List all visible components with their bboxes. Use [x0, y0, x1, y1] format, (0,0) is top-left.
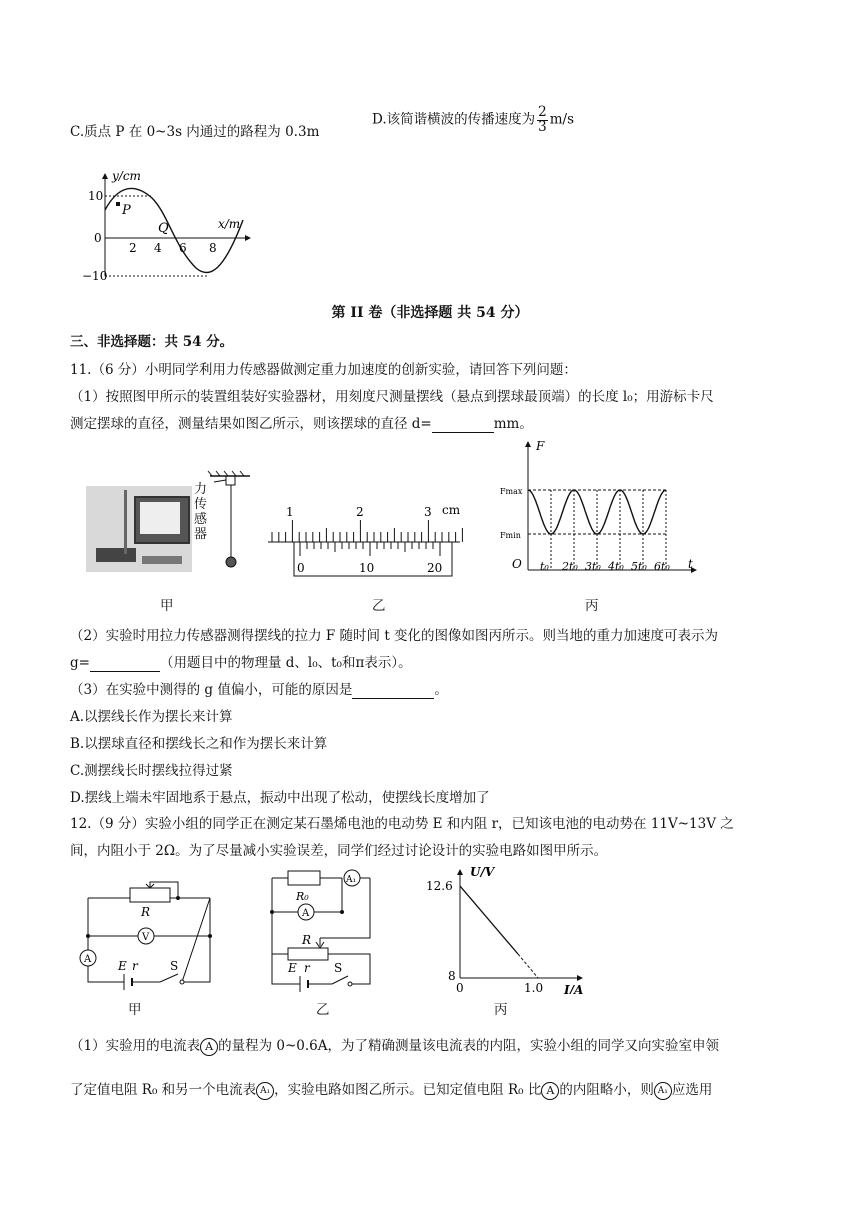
force-x-label: t	[688, 557, 693, 571]
q12-intro-line2: 间，内阻小于 2Ω。为了尽量减小实验误差，同学们经过讨论设计的实验电路如图甲所示。	[70, 843, 608, 859]
circuit-yi-wires	[272, 878, 370, 948]
pendulum-diagram	[196, 470, 256, 574]
circuit-jia	[74, 870, 224, 996]
circuit-yi-r0	[288, 871, 320, 885]
main-tick-label-1: 1	[286, 505, 294, 519]
circuit-yi-r0-label: R₀	[296, 890, 309, 903]
circuit-yi	[258, 866, 384, 996]
q11-intro: 11.（6 分）小明同学利用力传感器做测定重力加速度的创新实验，请回答下列问题：	[70, 362, 577, 378]
force-y-label: F	[536, 439, 545, 453]
q11-p2-note: （用题目中的物理量 d、l₀、t₀和π表示）。	[159, 655, 412, 671]
apparatus-photo	[86, 486, 192, 572]
vernier-tick-label-0: 0	[297, 561, 305, 575]
ammeter-a1-symbol: A₁	[654, 1082, 672, 1100]
sensor-label-char: 感	[194, 512, 208, 527]
wave-graph	[78, 168, 258, 284]
main-tick-label-2: 2	[356, 505, 364, 519]
speed-numerator: 2	[538, 104, 547, 120]
q12-p1-text-c: 了定值电阻 R₀ 和另一个电流表	[70, 1082, 257, 1098]
q12-p1-text-a: （1）实验用的电流表	[70, 1038, 201, 1054]
t-tick-1: t₀	[540, 560, 549, 573]
main-tick-label-3: 3	[424, 505, 432, 519]
circuit-yi-switch	[332, 976, 348, 984]
sensor-pointer	[214, 480, 226, 482]
force-fmin-label: Fmin	[500, 531, 521, 540]
answer-blank-g[interactable]	[90, 655, 160, 672]
circuit-jia-v-label: V	[142, 932, 150, 943]
vernier-tick-label-20: 20	[427, 561, 443, 575]
circuit-yi-r-internal: r	[304, 961, 310, 975]
speed-unit: m/s	[549, 111, 575, 128]
answer-blank-diameter[interactable]	[432, 416, 494, 433]
wave-x-tick-6: 6	[179, 241, 187, 255]
ui-y-label: U/V	[470, 865, 495, 879]
wave-y-label: y/cm	[112, 169, 141, 183]
circuit-yi-r-label: R	[302, 933, 312, 947]
q12-p1-text-f: 应选用	[671, 1082, 713, 1098]
ui-y-bottom: 8	[448, 969, 456, 983]
t-tick-5: 5t₀	[631, 560, 647, 573]
circuit-jia-node	[208, 934, 212, 938]
sensor-label-char: 器	[194, 527, 208, 542]
pendulum-bob	[226, 557, 236, 567]
wave-x-tick-8: 8	[209, 241, 217, 255]
circuit-jia-switch	[160, 974, 178, 982]
answer-blank-reason[interactable]	[352, 682, 434, 699]
circuit-jia-rheostat	[130, 888, 170, 902]
q11-p1-line2-unit: mm。	[493, 416, 533, 432]
wave-y-tick-0: 0	[94, 231, 102, 245]
circuit-yi-caption: 乙	[316, 1002, 330, 1018]
wave-y-tick-neg10: −10	[82, 269, 108, 283]
t-tick-3: 3t₀	[585, 560, 601, 573]
circuit-yi-a-label: A	[302, 908, 310, 919]
force-time-graph	[498, 436, 704, 582]
ammeter-a-symbol: A	[541, 1082, 559, 1100]
wave-x-label: x/m	[218, 217, 241, 231]
q11-p3	[70, 678, 448, 699]
circuit-yi-e-label: E	[288, 961, 297, 975]
section-three-title: 三、非选择题：共 54 分。	[70, 334, 234, 350]
main-scale-ticks	[272, 520, 462, 542]
circuit-jia-s-label: S	[170, 959, 179, 973]
q11-p2-g: g=	[70, 655, 90, 671]
circuit-jia-r-label: R	[141, 905, 151, 919]
sensor-label-char: 力	[194, 482, 208, 497]
circuit-jia-a-label: A	[84, 954, 92, 965]
circuit-yi-a1-label: A₁	[346, 875, 357, 885]
sensor-box	[226, 476, 235, 485]
circuit-jia-r-internal: r	[132, 959, 138, 973]
caliper-unit: cm	[442, 503, 461, 517]
q12-p1-text-d: ，实验电路如图乙所示。已知定值电阻 R₀ 比	[274, 1082, 542, 1098]
circuit-yi-slider	[316, 938, 324, 948]
option-d-prefix: D.该简谐横波的传播速度为	[372, 111, 536, 128]
ui-origin: 0	[456, 981, 464, 994]
circuit-jia-node	[176, 896, 180, 900]
ui-line-extension	[518, 954, 538, 978]
circuit-jia-node	[86, 934, 90, 938]
wave-y-tick-10: 10	[88, 189, 104, 203]
t-tick-2: 2t₀	[562, 560, 578, 573]
vernier-tick-label-10: 10	[359, 561, 375, 575]
force-vertical-dashes	[551, 490, 666, 570]
ui-graph	[420, 864, 590, 994]
q11-p1-line2	[70, 412, 533, 433]
vernier-scale-ticks	[300, 542, 440, 556]
ui-graph-caption: 丙	[494, 1002, 508, 1018]
q11-p3-end: 。	[434, 682, 448, 698]
q12-p1-text-b: 的量程为 0~0.6A，为了精确测量该电流表的内阻，实验小组的同学又向实验室申领	[218, 1038, 720, 1054]
ammeter-a-symbol: A	[200, 1038, 218, 1056]
q11-option-c: C.测摆线长时摆线拉得过紧	[70, 763, 233, 779]
q12-intro-line1: 12.（9 分）实验小组的同学正在测定某石墨烯电池的电动势 E 和内阻 r，已知该电池的电动势在 11V~13V 之	[70, 816, 734, 832]
wave-point-p: P	[122, 203, 131, 218]
q11-p1-line2-text: 测定摆球的直径，测量结果如图乙所示，则该摆球的直径 d=	[70, 416, 432, 432]
ui-y-top: 12.6	[426, 879, 453, 893]
fig-jia-caption: 甲	[160, 598, 174, 614]
q11-p1-line1: （1）按照图甲所示的装置组装好实验器材，用刻度尺测量摆线（悬点到摆球最顶端）的长度 l₀；用游标卡尺	[70, 389, 714, 405]
circuit-jia-e-label: E	[118, 959, 127, 973]
t-tick-6: 6t₀	[654, 560, 670, 573]
wave-x-tick-2: 2	[129, 241, 137, 255]
circuit-yi-s-label: S	[334, 961, 343, 975]
ammeter-a1-symbol: A₁	[256, 1082, 274, 1100]
option-d	[372, 106, 574, 134]
circuit-yi-node	[270, 910, 274, 914]
sensor-label-char: 传	[194, 497, 208, 512]
q12-p1-text-e: 的内阻略小，则	[559, 1082, 654, 1098]
fig-bing-caption: 丙	[585, 598, 599, 614]
q12-p1-line2	[70, 1078, 712, 1100]
option-c: C.质点 P 在 0~3s 内通过的路程为 0.3m	[70, 124, 320, 140]
q12-p1-line1	[70, 1034, 719, 1056]
vernier-caliper	[262, 500, 472, 582]
circuit-jia-switch-contact	[180, 980, 184, 984]
ui-x-tick: 1.0	[524, 981, 544, 994]
q11-p3-text: （3）在实验中测得的 g 值偏小，可能的原因是	[70, 682, 353, 698]
q11-option-b: B.以摆球直径和摆线长之和作为摆长来计算	[70, 736, 328, 752]
circuit-yi-switch-contact	[348, 982, 352, 986]
speed-fraction	[537, 106, 548, 134]
q11-p2-line2	[70, 651, 412, 672]
wave-point-q: Q	[158, 221, 169, 236]
circuit-yi-rheostat	[288, 948, 328, 960]
q11-option-d: D.摆线上端未牢固地系于悬点，振动中出现了松动，使摆线长度增加了	[70, 790, 490, 806]
t-tick-4: 4t₀	[608, 560, 624, 573]
q11-p2-line1: （2）实验时用拉力传感器测得摆线的拉力 F 随时间 t 变化的图像如图丙所示。则当地的重力加速度可表示为	[70, 628, 719, 644]
force-origin: O	[512, 557, 522, 571]
section-header: 第 II 卷（非选择题 共 54 分）	[331, 305, 529, 321]
ui-x-label: I/A	[564, 983, 584, 994]
fig-yi-caption: 乙	[372, 598, 386, 614]
circuit-jia-caption: 甲	[128, 1002, 142, 1018]
wave-x-tick-4: 4	[154, 241, 162, 255]
point-p-marker	[116, 202, 120, 206]
speed-denominator: 3	[538, 118, 547, 135]
force-fmax-label: Fmax	[500, 487, 523, 496]
ui-line	[460, 886, 518, 954]
q11-option-a: A.以摆线长作为摆长来计算	[70, 709, 233, 725]
